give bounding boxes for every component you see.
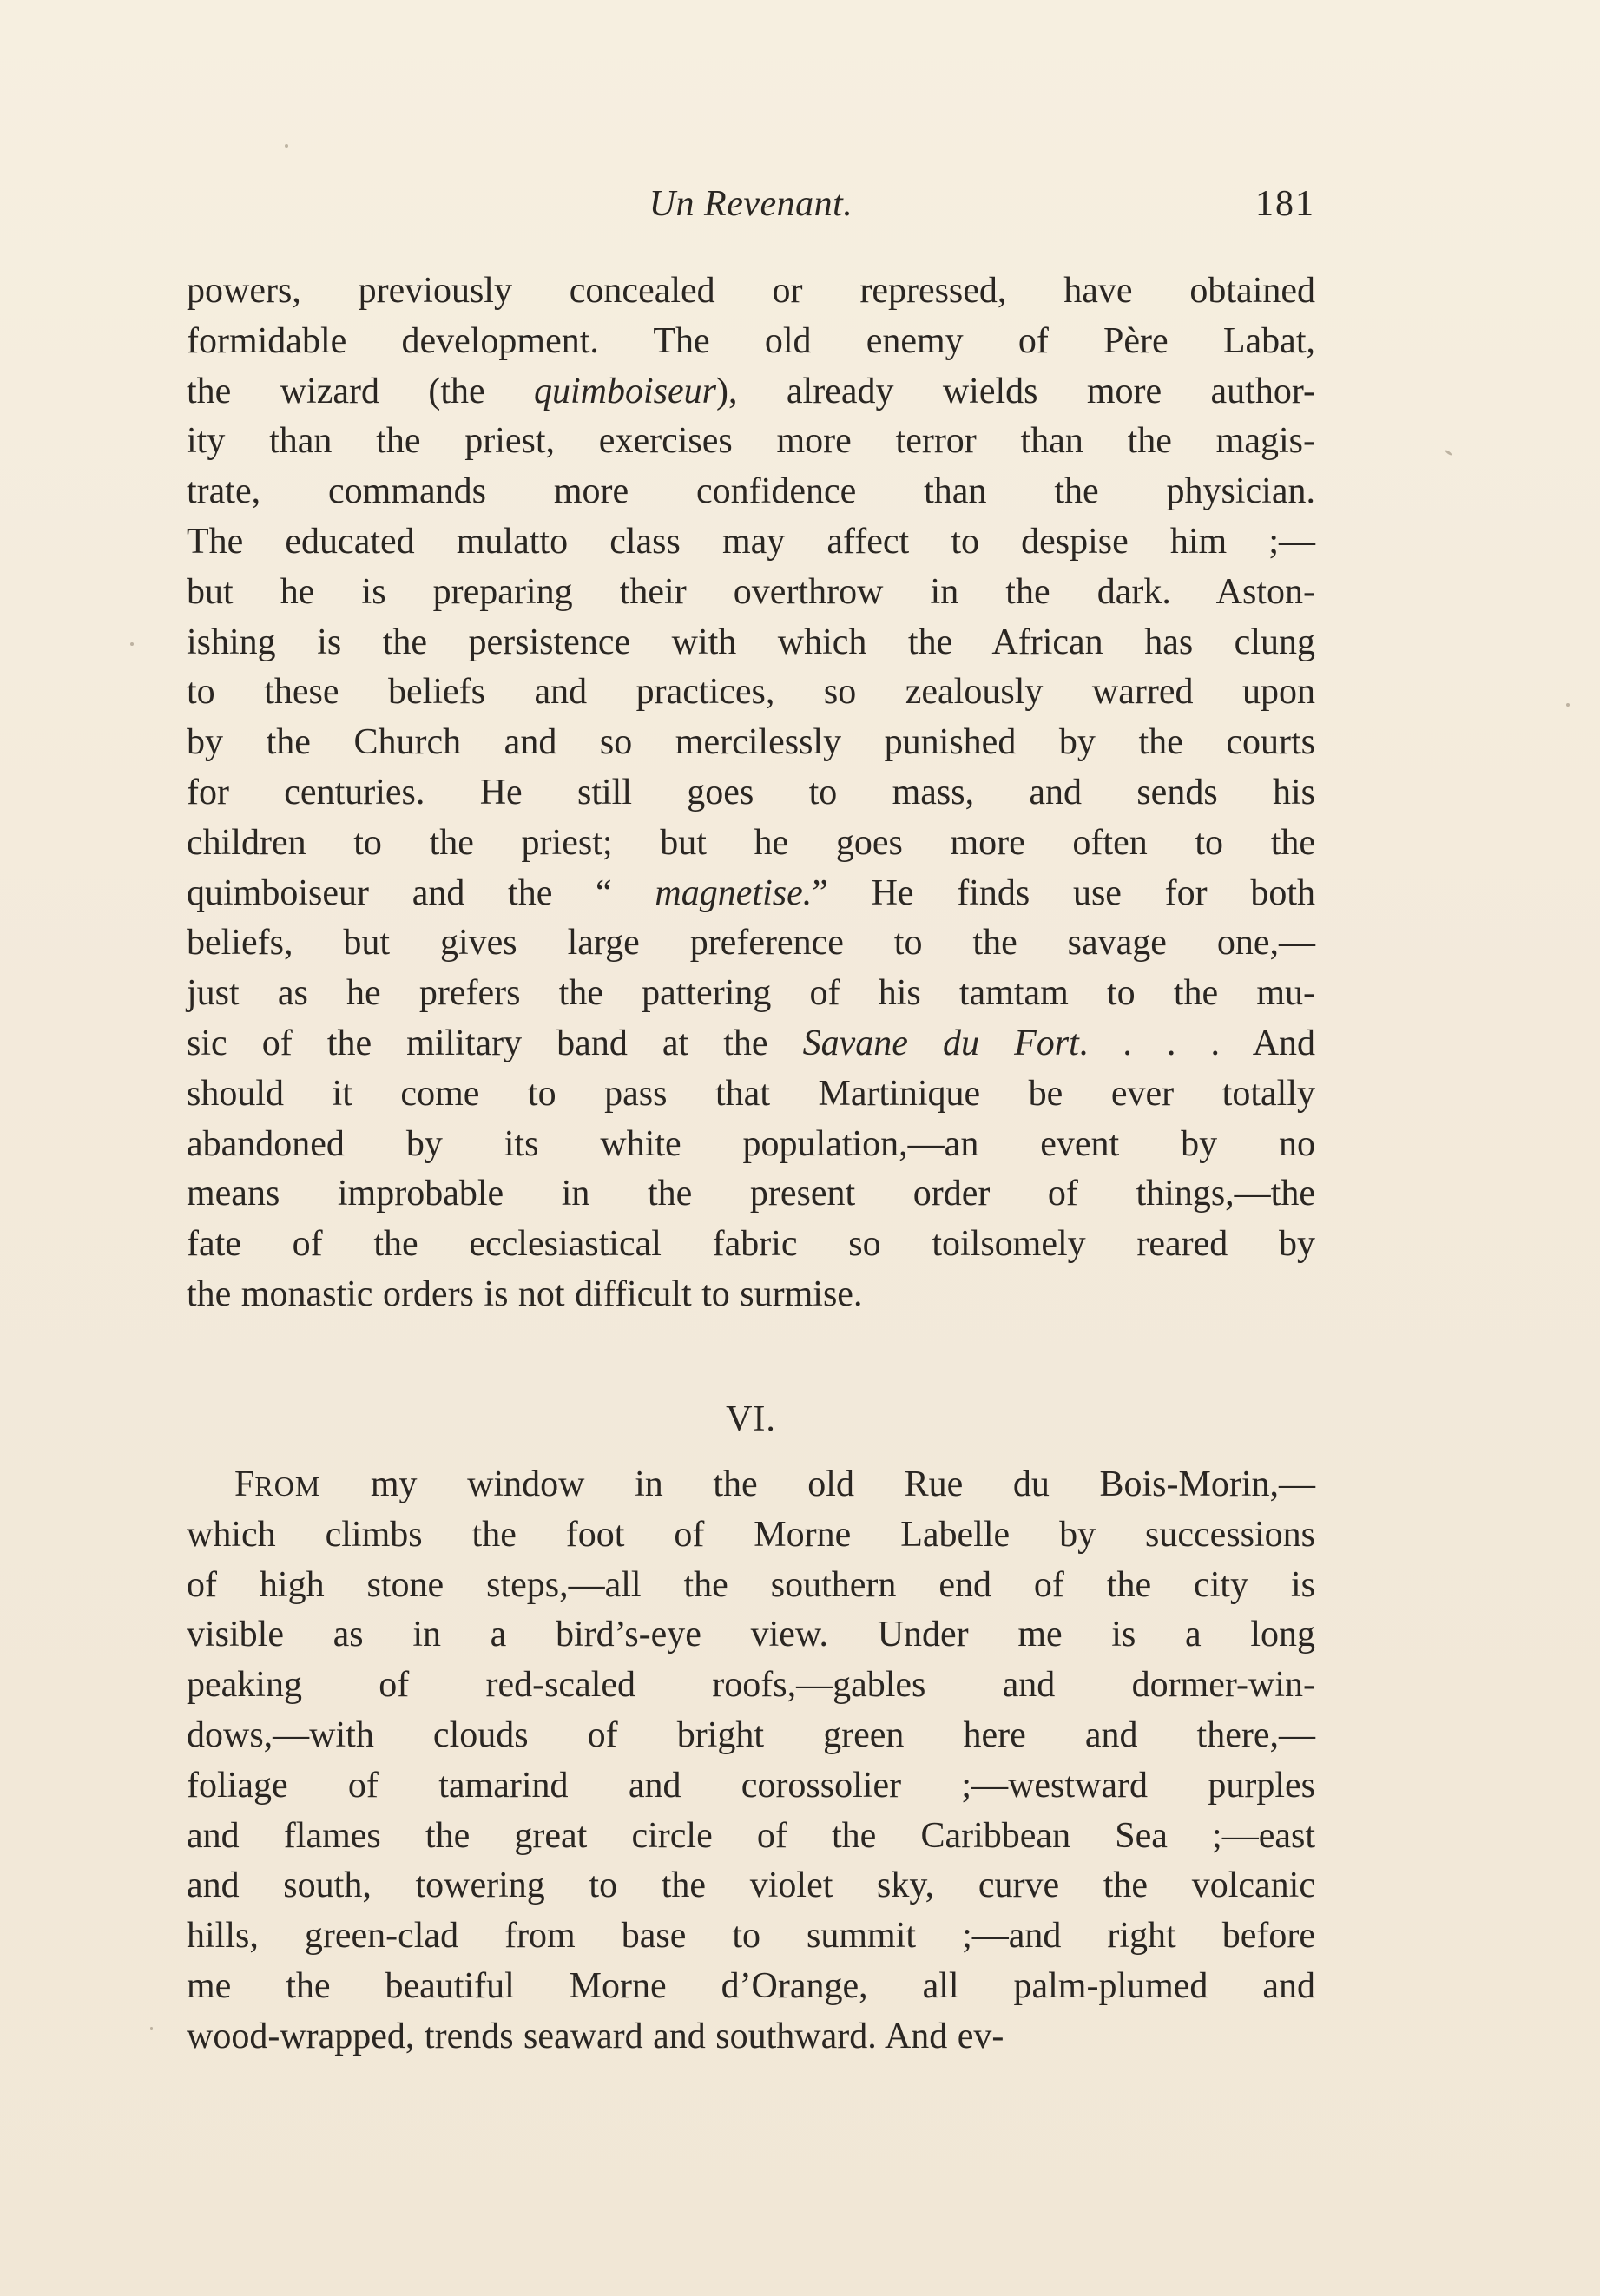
text-line: to these beliefs and practices, so zealously warred upon xyxy=(187,672,1315,713)
text-line: me the beautiful Morne d’Orange, all palm-plumed and xyxy=(187,1965,1315,2006)
paper-speck xyxy=(285,144,288,148)
paragraph-2-first-line xyxy=(187,1460,1315,1510)
text-line xyxy=(187,869,1315,919)
lead-small-caps: ROM xyxy=(254,1470,321,1502)
text-line: The educated mulatto class may affect to despise him ;— xyxy=(187,521,1315,562)
text-line: and flames the great circle of the Caribbean Sea ;—east xyxy=(187,1815,1315,1856)
text-line: trate, commands more confidence than the physician. xyxy=(187,471,1315,512)
text-line: dows,—with clouds of bright green here and there,— xyxy=(187,1714,1315,1755)
text-line: beliefs, but gives large preference to the savage one,— xyxy=(187,923,1315,964)
text-line: ity than the priest, exercises more terror than the magis- xyxy=(187,421,1315,462)
text-line: should it come to pass that Martinique be ever totally xyxy=(187,1073,1315,1114)
text-line: by the Church and so mercilessly punished by the courts xyxy=(187,722,1315,763)
text-segment: quimboiseur and the “ xyxy=(187,872,655,913)
text-line: but he is preparing their overthrow in the dark. Aston- xyxy=(187,571,1315,612)
italic-phrase: quimboiseur xyxy=(534,371,717,411)
text-segment: ), already wields more author- xyxy=(716,371,1315,411)
text-segment: . . . . And xyxy=(1078,1023,1316,1063)
text-line: abandoned by its white population,—an event by no xyxy=(187,1123,1315,1164)
first-line-rest: my window in the old Rue du Bois-Morin,— xyxy=(320,1464,1315,1504)
running-head xyxy=(187,174,1315,234)
running-title: Un Revenant. xyxy=(649,184,853,224)
text-line: fate of the ecclesiastical fabric so toilsomely reared by xyxy=(187,1224,1315,1265)
text-line: just as he prefers the pattering of his tamtam to the mu- xyxy=(187,973,1315,1014)
paper-speck xyxy=(1566,703,1570,707)
text-line: powers, previously concealed or repressed, have obtained xyxy=(187,271,1315,311)
text-line: hills, green-clad from base to summit ;—and right before xyxy=(187,1916,1315,1957)
text-line: foliage of tamarind and corossolier ;—westward purples xyxy=(187,1765,1315,1806)
lead-capital: F xyxy=(234,1464,255,1504)
paragraph-1 xyxy=(187,266,1315,1320)
text-line: visible as in a bird’s-eye view. Under me is a long xyxy=(187,1615,1315,1655)
text-line: which climbs the foot of Morne Labelle by successions xyxy=(187,1514,1315,1555)
text-segment: sic of the military band at the xyxy=(187,1023,803,1063)
text-line: of high stone steps,—all the southern end of the city is xyxy=(187,1564,1315,1605)
paragraph-2 xyxy=(187,1460,1315,2062)
page-number: 181 xyxy=(1255,184,1315,224)
italic-phrase: Savane du Fort xyxy=(802,1023,1079,1063)
text-line: ishing is the persistence with which the African has clung xyxy=(187,622,1315,662)
text-line: wood-wrapped, trends seaward and southward. And ev- xyxy=(187,2016,1004,2056)
text-line: for centuries. He still goes to mass, and sends his xyxy=(187,772,1315,812)
text-line: children to the priest; but he goes more often to the xyxy=(187,822,1315,863)
paper-speck xyxy=(150,2027,153,2030)
italic-phrase: magnetise. xyxy=(655,872,813,913)
text-line xyxy=(187,1019,1315,1069)
text-segment: the wizard (the xyxy=(187,371,535,411)
text-line: means improbable in the present order of things,—the xyxy=(187,1174,1315,1214)
paper-speck xyxy=(130,642,134,646)
text-line: the monastic orders is not difficult to surmise. xyxy=(187,1273,863,1314)
text-line: peaking of red-scaled roofs,—gables and dormer-win- xyxy=(187,1665,1315,1706)
text-line: and south, towering to the violet sky, curve the volcanic xyxy=(187,1865,1315,1906)
paper-speck xyxy=(1445,450,1452,457)
text-segment: ” He finds use for both xyxy=(812,872,1316,913)
section-heading: VI. xyxy=(726,1399,776,1439)
text-line xyxy=(187,367,1315,418)
text-line: formidable development. The old enemy of Père Labat, xyxy=(187,320,1315,361)
